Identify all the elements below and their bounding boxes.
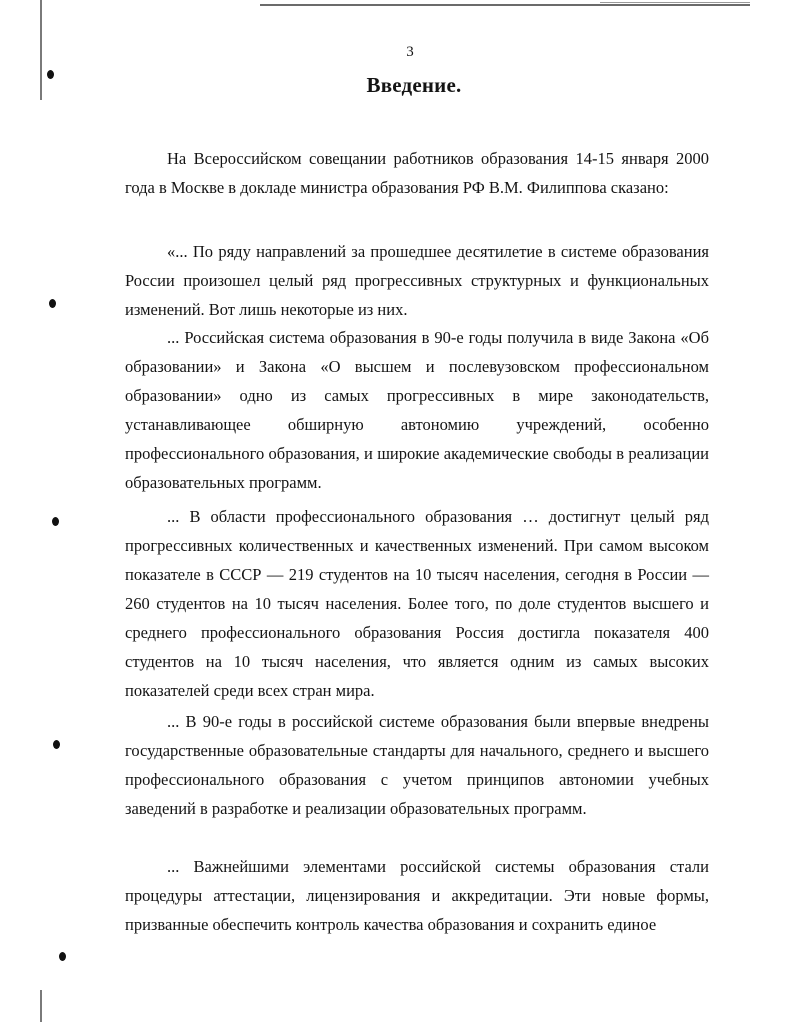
paragraph-text: ... Важнейшими элементами российской системы образования стали процедуры аттестации, лицензирования и аккредитации. Эти новые формы, призванные обеспечить контроль качества образования и сохранить единое [125,857,709,934]
paragraph-text: ... В 90-е годы в российской системе образования были впервые внедрены государственные образовательные стандарты для начального, среднего и высшего профессионального образования с учетом принципов автономии учебных заведений в разработке и реализации образовательных программ. [125,712,709,818]
paragraph-text: ... Российская система образования в 90-е годы получила в виде Закона «Об образовании» и Закона «О высшем и послевузовском профессиональном образовании» одно из самых прогрессивных в мире законодательств, устанавливающее обширную автономию учреждений, особенно профессионального образования, и широкие академические свободы в реализации образовательных программ. [125,328,709,492]
paragraph-text: ... В области профессионального образования … достигнут целый ряд прогрессивных количественных и качественных изменений. При самом высоком показателе в СССР — 219 студентов на 10 тысяч населения, сегодня в России — 260 студентов на 10 тысяч населения. Более того, по доле студентов высшего и среднего профессионального образования Россия достигла показателя 400 студентов на 10 тысяч населения, что является одним из самых высоких показателей среди всех стран мира. [125,507,709,700]
paragraph [125,707,709,823]
paragraph [125,144,709,202]
paragraph [125,852,709,939]
punch-hole-mark [59,952,66,961]
punch-hole-mark [52,517,59,526]
scan-edge-top-thin [600,2,750,3]
paragraph [125,237,709,324]
paragraph [125,502,709,705]
paragraph [125,323,709,497]
page-number: 3 [406,44,414,60]
scan-edge-left-bottom [40,990,42,1022]
scan-edge-top [260,4,750,6]
paragraph-text: На Всероссийском совещании работников образования 14-15 января 2000 года в Москве в докладе министра образования РФ В.М. Филиппова сказано: [125,149,709,197]
punch-hole-mark [49,299,56,308]
paragraph-text: «... По ряду направлений за прошедшее десятилетие в системе образования России произошел целый ряд прогрессивных структурных и функциональных изменений. Вот лишь некоторые из них. [125,242,709,319]
punch-hole-mark [53,740,60,749]
page-title: Введение. [366,73,462,97]
